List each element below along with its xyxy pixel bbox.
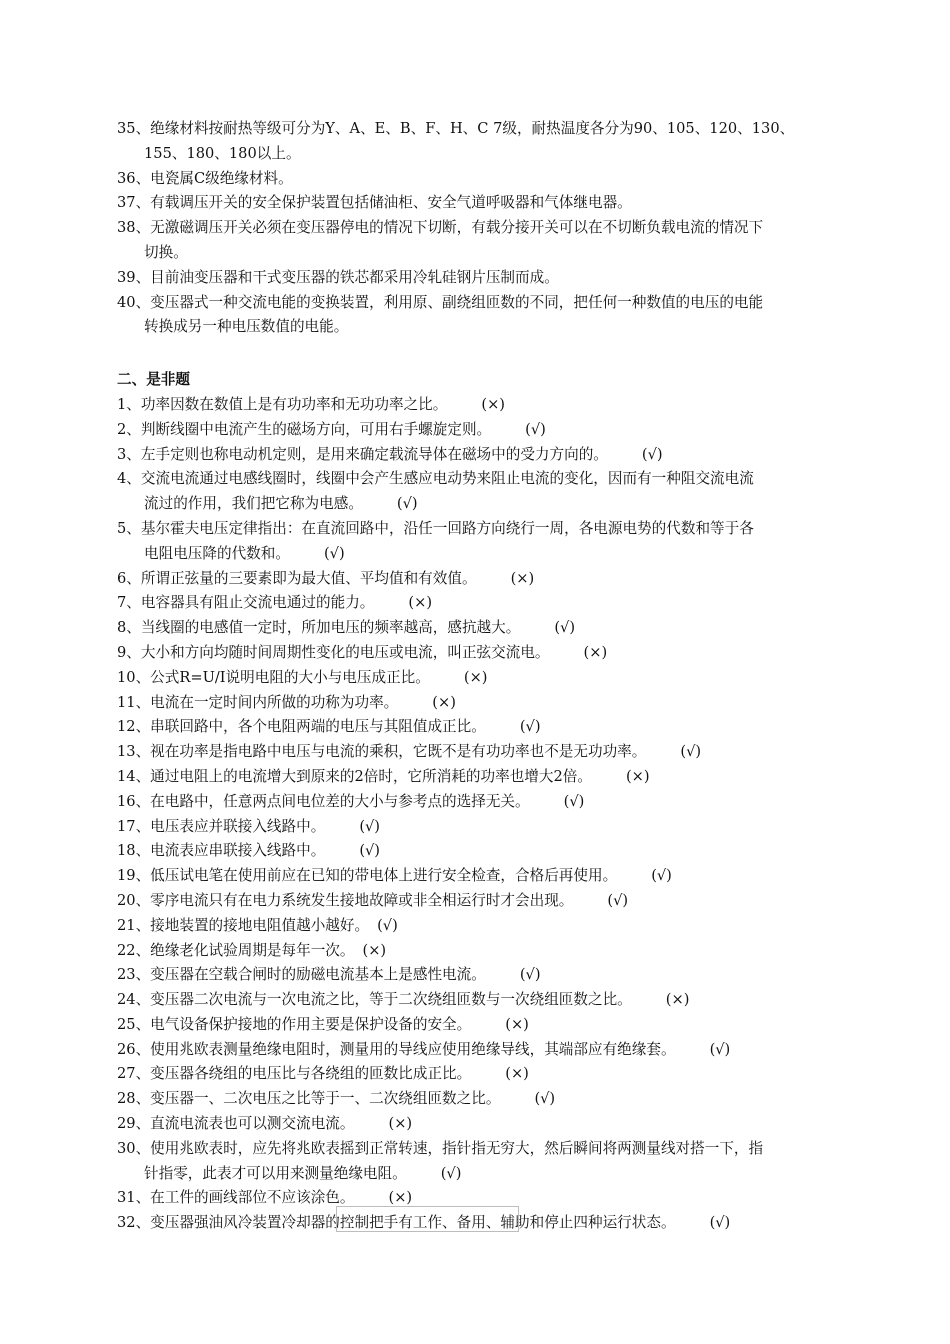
- item-text: 变压器在空载合闸时的励磁电流基本上是感性电流。 (√): [150, 966, 540, 983]
- item-number: 22、: [117, 941, 151, 959]
- question-item: [117, 914, 857, 939]
- question-item: [117, 790, 857, 815]
- question-item: [117, 443, 857, 468]
- item-text: 交流电流通过电感线圈时，线圈中会产生感应电动势来阻止电流的变化，因而有一种阻交流电流: [140, 470, 754, 488]
- question-item: [117, 616, 857, 641]
- true-false-list: [117, 393, 857, 1236]
- answer-mark: (√): [440, 1164, 462, 1182]
- item-number: 19、: [117, 867, 151, 885]
- question-item: [117, 939, 857, 964]
- item-text: 电流在一定时间内所做的功称为功率。 (×): [150, 694, 456, 711]
- item-text: 判断线圈中电流产生的磁场方向，可用右手螺旋定则。 (√): [141, 421, 546, 438]
- answer-mark: (√): [396, 495, 418, 513]
- question-item: [117, 1137, 857, 1187]
- item-text: 在工件的画线部位不应该涂色。 (×): [150, 1189, 412, 1206]
- item-number: 26、: [117, 1040, 151, 1058]
- item-number: 20、: [117, 891, 151, 909]
- item-number: 37、: [117, 194, 151, 212]
- answer-mark: (×): [481, 395, 505, 413]
- answer-mark: (√): [709, 1214, 731, 1232]
- answer-mark: (×): [505, 1015, 529, 1033]
- item-number: 32、: [117, 1214, 151, 1232]
- item-text: 公式R=U/I说明电阻的大小与电压成正比。 (×): [150, 669, 487, 686]
- answer-mark: (×): [583, 643, 608, 661]
- answer-mark: (√): [519, 966, 541, 984]
- question-item: [117, 641, 857, 666]
- question-item: [117, 567, 857, 592]
- item-text: 电压表应并联接入线路中。 (√): [150, 818, 380, 835]
- question-item: [117, 467, 857, 517]
- item-text: 串联回路中，各个电阻两端的电压与其阻值成正比。 (√): [150, 718, 540, 735]
- item-text: 变压器强油风冷装置冷却器的控制把手有工作、备用、辅助和停止四种运行状态。 (√): [150, 1214, 730, 1231]
- question-item: [117, 591, 857, 616]
- item-number: 29、: [117, 1115, 151, 1133]
- question-item: [117, 1013, 857, 1038]
- answer-mark: (×): [625, 767, 650, 785]
- item-text: 有载调压开关的安全保护装置包括储油柜、安全气道呼吸器和气体继电器。: [150, 194, 632, 212]
- answer-mark: (×): [505, 1065, 529, 1083]
- list-item: [117, 266, 857, 291]
- item-number: 17、: [117, 817, 151, 835]
- item-text: 目前油变压器和干式变压器的铁芯都采用冷轧硅钢片压制而成。: [150, 268, 559, 286]
- item-number: 28、: [117, 1090, 151, 1108]
- question-item: [117, 815, 857, 840]
- item-text: 电瓷属C级绝缘材料。: [150, 169, 293, 187]
- item-text: 切换。: [144, 243, 188, 261]
- item-number: 11、: [117, 693, 151, 711]
- answer-mark: (×): [665, 991, 690, 1009]
- question-item: [117, 740, 857, 765]
- item-text: 基尔霍夫电压定律指出：在直流回路中，沿任一回路方向绕行一周，各电源电势的代数和等于各: [140, 519, 754, 537]
- answer-mark: (√): [563, 792, 585, 810]
- list-item: [117, 216, 857, 266]
- question-item: [117, 963, 857, 988]
- selection-box: [336, 1206, 519, 1232]
- section-spacer: [117, 340, 857, 368]
- question-item: [117, 691, 857, 716]
- question-item: [117, 1112, 857, 1137]
- answer-mark: (√): [323, 544, 345, 562]
- answer-mark: (×): [408, 594, 433, 612]
- item-number: 5、: [117, 519, 141, 537]
- item-number: 24、: [117, 991, 151, 1009]
- question-item: [117, 889, 857, 914]
- item-text: 接地装置的接地电阻值越小越好。 (√): [150, 917, 398, 934]
- item-number: 21、: [117, 916, 151, 934]
- answer-mark: (×): [463, 668, 488, 686]
- item-text: 电气设备保护接地的作用主要是保护设备的安全。 (×): [150, 1016, 529, 1033]
- answer-mark: (×): [362, 941, 387, 959]
- item-number: 7、: [117, 594, 141, 612]
- item-number: 16、: [117, 792, 151, 810]
- item-text: 使用兆欧表测量绝缘电阻时，测量用的导线应使用绝缘导线，其端部应有绝缘套。 (√): [150, 1041, 730, 1058]
- item-number: 3、: [117, 445, 141, 463]
- item-text: 变压器二次电流与一次电流之比，等于二次绕组匝数与一次绕组匝数之比。 (×): [150, 991, 689, 1008]
- item-text: 电阻电压降的代数和。 (√): [117, 542, 857, 567]
- list-item: [117, 191, 857, 216]
- answer-mark: (×): [388, 1189, 413, 1207]
- item-number: 30、: [117, 1139, 151, 1157]
- item-text: 所谓正弦量的三要素即为最大值、平均值和有效值。 (×): [141, 570, 534, 587]
- item-text: 大小和方向均随时间周期性变化的电压或电流，叫正弦交流电。 (×): [141, 644, 607, 661]
- item-number: 8、: [117, 619, 141, 637]
- item-text: 转换成另一种电压数值的电能。: [144, 318, 349, 336]
- item-text: 功率因数在数值上是有功功率和无功功率之比。 (×): [141, 396, 505, 413]
- item-number: 27、: [117, 1065, 151, 1083]
- answer-mark: (√): [377, 916, 398, 934]
- question-item: [117, 418, 857, 443]
- item-number: 9、: [117, 643, 141, 661]
- item-text: 变压器各绕组的电压比与各绕组的匝数比成正比。 (×): [150, 1065, 529, 1082]
- answer-mark: (√): [359, 817, 380, 835]
- section-title: 二、是非题: [117, 371, 190, 389]
- item-text: 155、180、180以上。: [144, 144, 301, 162]
- item-number: 13、: [117, 743, 151, 761]
- answer-mark: (√): [680, 743, 702, 761]
- answer-mark: (√): [525, 420, 546, 438]
- question-item: [117, 393, 857, 418]
- item-text: 视在功率是指电路中电压与电流的乘积，它既不是有功功率也不是无功功率。 (√): [150, 743, 701, 760]
- answer-mark: (√): [519, 718, 541, 736]
- item-number: 38、: [117, 219, 151, 237]
- item-number: 40、: [117, 293, 151, 311]
- item-text: 无激磁调压开关必须在变压器停电的情况下切断，有载分接开关可以在不切断负载电流的情况下: [150, 219, 764, 237]
- question-item: [117, 765, 857, 790]
- question-item: [117, 1087, 857, 1112]
- item-text: 变压器式一种交流电能的变换装置，利用原、副绕组匝数的不同，把任何一种数值的电压的电能: [150, 293, 764, 311]
- item-text: 零序电流只有在电力系统发生接地故障或非全相运行时才会出现。 (√): [150, 892, 628, 909]
- item-text: 直流电流表也可以测交流电流。 (×): [150, 1115, 412, 1132]
- item-text: 电容器具有阻止交流电通过的能力。 (×): [141, 594, 432, 611]
- list-item: [117, 117, 857, 167]
- answer-mark: (√): [709, 1040, 731, 1058]
- answer-mark: (√): [554, 619, 576, 637]
- item-text: 通过电阻上的电流增大到原来的2倍时，它所消耗的功率也增大2倍。 (×): [150, 768, 649, 785]
- list-item: [117, 291, 857, 341]
- answer-mark: (√): [651, 867, 672, 885]
- item-text: 绝缘老化试验周期是每年一次。 (×): [150, 942, 386, 959]
- answer-mark: (×): [432, 693, 456, 711]
- item-text: 低压试电笔在使用前应在已知的带电体上进行安全检查，合格后再使用。 (√): [150, 867, 672, 884]
- item-text: 左手定则也称电动机定则，是用来确定载流导体在磁场中的受力方向的。 (√): [141, 446, 663, 463]
- item-text: 在电路中，任意两点间电位差的大小与参考点的选择无关。 (√): [150, 793, 584, 810]
- question-item: [117, 1062, 857, 1087]
- question-item: [117, 839, 857, 864]
- item-text: 电流表应串联接入线路中。 (√): [150, 842, 380, 859]
- item-number: 25、: [117, 1015, 151, 1033]
- item-number: 36、: [117, 169, 151, 187]
- item-text: 流过的作用，我们把它称为电感。 (√): [117, 492, 857, 517]
- item-number: 31、: [117, 1189, 151, 1207]
- item-text: 绝缘材料按耐热等级可分为Y、A、E、B、F、H、C 7级，耐热温度各分为90、105、120、130、: [150, 120, 795, 137]
- item-text: 使用兆欧表时，应先将兆欧表摇到正常转速，指针指无穷大，然后瞬间将两测量线对搭一下，指: [150, 1139, 764, 1157]
- item-text: 当线圈的电感值一定时，所加电压的频率越高，感抗越大。 (√): [141, 619, 575, 636]
- answer-mark: (√): [607, 891, 629, 909]
- question-item: [117, 517, 857, 567]
- item-number: 6、: [117, 569, 141, 587]
- item-number: 35、: [117, 120, 151, 137]
- answer-mark: (√): [534, 1090, 556, 1108]
- answer-mark: (√): [359, 842, 380, 860]
- numbered-list: [117, 117, 857, 340]
- answer-mark: (×): [510, 569, 535, 587]
- list-item: [117, 167, 857, 192]
- document-content: [117, 117, 857, 1236]
- item-text: 变压器一、二次电压之比等于一、二次绕组匝数之比。 (√): [150, 1090, 555, 1107]
- answer-mark: (×): [388, 1115, 413, 1133]
- item-number: 1、: [117, 395, 141, 413]
- question-item: [117, 864, 857, 889]
- answer-mark: (√): [641, 445, 663, 463]
- item-number: 10、: [117, 668, 151, 686]
- item-number: 12、: [117, 718, 151, 736]
- item-text: 针指零，此表才可以用来测量绝缘电阻。 (√): [117, 1162, 857, 1187]
- item-number: 4、: [117, 470, 141, 488]
- item-number: 23、: [117, 966, 151, 984]
- question-item: [117, 715, 857, 740]
- item-number: 14、: [117, 767, 151, 785]
- question-item: [117, 988, 857, 1013]
- question-item: [117, 666, 857, 691]
- item-number: 2、: [117, 420, 141, 438]
- item-number: 18、: [117, 842, 151, 860]
- question-item: [117, 1038, 857, 1063]
- item-number: 39、: [117, 268, 151, 286]
